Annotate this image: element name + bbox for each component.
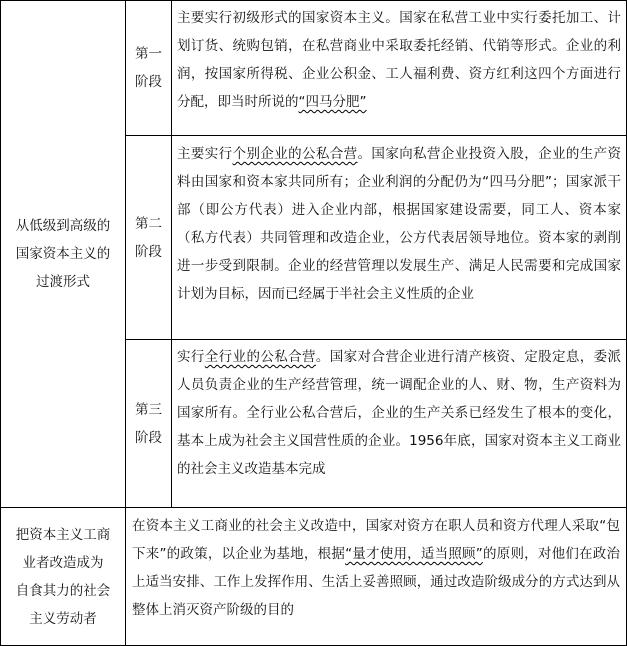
section1-heading bbox=[1, 1, 125, 507]
stage1-label bbox=[126, 1, 171, 135]
section2-heading-line: 业者改造成为 bbox=[22, 554, 104, 571]
stage1-label-line: 阶段 bbox=[135, 74, 162, 90]
section2-emphasis: “量才使用，适当照顾” bbox=[345, 546, 483, 562]
section2-text: 在资本主义工商业的社会主义改造中，国家对资方在职人员和资方代理人采取“包下来”的政策，以企业为基地，根据 bbox=[132, 518, 620, 562]
stage3-description bbox=[172, 343, 626, 483]
stage2-label-line: 阶段 bbox=[135, 243, 162, 260]
stage1-text: 主要实行初级形式的国家资本主义。国家在私营工业中实行委托加工、计划订货、统购包销，在私营商业中采取委托经销、代销等形式。企业的利润，按国家所得税、企业公积金、工人福利费、资方红利这四个方面进行分配，即当时所说的 bbox=[177, 10, 621, 110]
stage3-label-line: 阶段 bbox=[135, 429, 162, 446]
stage3-text-tail: 。国家对合营企业进行清产核资、定股定息，委派人员负责企业的生产经营管理，统一调配企业的人、财、物，生产资料为国家所有。全行业公私合营后，企业的生产关系已经发生了根本的变化，基本上成为社会主义国营性质的企业。1956年底，国家对资本主义工商业的社会主义改造基本完成 bbox=[177, 349, 622, 477]
stage3-label bbox=[126, 340, 171, 507]
section1-heading-line: 过渡形式 bbox=[36, 274, 90, 290]
section2-heading-line: 主义劳动者 bbox=[29, 610, 97, 627]
section2-heading-line: 自食其力的社会 bbox=[15, 582, 111, 599]
stage2-label bbox=[126, 136, 171, 339]
stage2-emphasis: 个别企业的公私合营 bbox=[232, 146, 358, 162]
section2-heading bbox=[1, 508, 125, 645]
section2-description bbox=[126, 512, 626, 624]
stage2-text-tail: 。国家向私营企业投资入股，企业的生产资料由国家和资本家共同所有；企业利润的分配仍为“四马分肥”；国家派干部（即公方代表）进入企业内部，根据国家建设需要，同工人、资本家（私方代表）共同管理和改造企业，公方代表居领导地位。资本家的剥削进一步受到限制。企业的经营管理以发展生产、满足人民需要和完成国家计划为目标，因而已经属于半社会主义性质的企业 bbox=[177, 146, 622, 302]
section2-heading-line: 把资本主义工商 bbox=[15, 526, 111, 543]
row-divider-stage-2 bbox=[125, 339, 627, 340]
stage1-emphasis: “四马分肥” bbox=[298, 94, 367, 110]
section1-heading-line: 从低级到高级的 bbox=[15, 218, 111, 234]
stage2-label-line: 第二 bbox=[135, 215, 162, 232]
stage3-label-line: 第三 bbox=[135, 401, 162, 418]
section1-heading-line: 国家资本主义的 bbox=[15, 246, 111, 262]
row-divider-stage-1 bbox=[125, 135, 627, 136]
stage2-text: 主要实行 bbox=[177, 146, 233, 162]
stage1-description bbox=[172, 4, 626, 116]
stage3-emphasis: 全行业的公私合营 bbox=[204, 349, 316, 365]
stage1-label-line: 第一 bbox=[135, 46, 162, 62]
section2-text-tail: 的原则，对他们在政治上适当安排、工作上发挥作用、生活上妥善照顾，通过改造阶级成分的方式达到从整体上消灭资产阶级的目的 bbox=[132, 546, 621, 618]
stage3-text: 实行 bbox=[177, 349, 205, 365]
stage2-description bbox=[172, 140, 626, 308]
